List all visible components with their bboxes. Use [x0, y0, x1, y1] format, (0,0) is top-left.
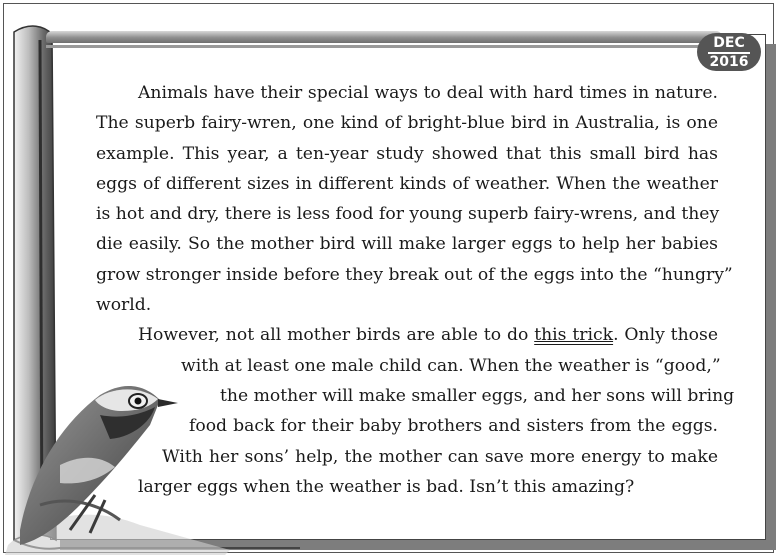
- paragraph1-line2: The superb fairy-wren, one kind of bright-blue bird in Australia, is one: [96, 113, 718, 134]
- paragraph1-line1: Animals have their special ways to deal with hard times in nature.: [138, 83, 718, 103]
- paragraph2-line1: [96, 320, 718, 350]
- underlined-phrase: this trick: [534, 325, 614, 346]
- paragraph1-line8: world.: [96, 295, 152, 316]
- page-top-rule: [46, 45, 706, 48]
- page-top-bar: [46, 31, 722, 43]
- paragraph2-line2: with at least one male child can. When the weather is “good,”: [181, 355, 721, 376]
- badge-year: 2016: [709, 53, 749, 70]
- badge-month: DEC: [713, 35, 745, 51]
- date-badge: [697, 33, 761, 71]
- paragraph2-line1-before: However, not all mother birds are able to do: [138, 325, 535, 346]
- paragraph2-line4: food back for their baby brothers and sisters from the eggs.: [189, 416, 718, 437]
- paragraph1-line3: example. This year, a ten-year study showed that this small bird has: [96, 143, 718, 164]
- paragraph1-line4: eggs of different sizes in different kinds of weather. When the weather: [96, 173, 718, 194]
- paragraph1-line5: is hot and dry, there is less food for young superb fairy-wrens, and they: [96, 204, 720, 225]
- paragraph2-line5: With her sons’ help, the mother can save more energy to make: [162, 446, 718, 467]
- paragraph1-line7: grow stronger inside before they break out of the eggs into the “hungry”: [96, 264, 733, 285]
- article-text: [96, 78, 735, 502]
- paragraph2-line1-after: . Only those: [613, 325, 718, 346]
- paragraph2-line3: the mother will make smaller eggs, and her sons will bring: [220, 385, 735, 406]
- paragraph2-line6: larger eggs when the weather is bad. Isn’t this amazing?: [138, 476, 635, 497]
- paragraph1-line6: die easily. So the mother bird will make larger eggs to help her babies: [96, 234, 718, 255]
